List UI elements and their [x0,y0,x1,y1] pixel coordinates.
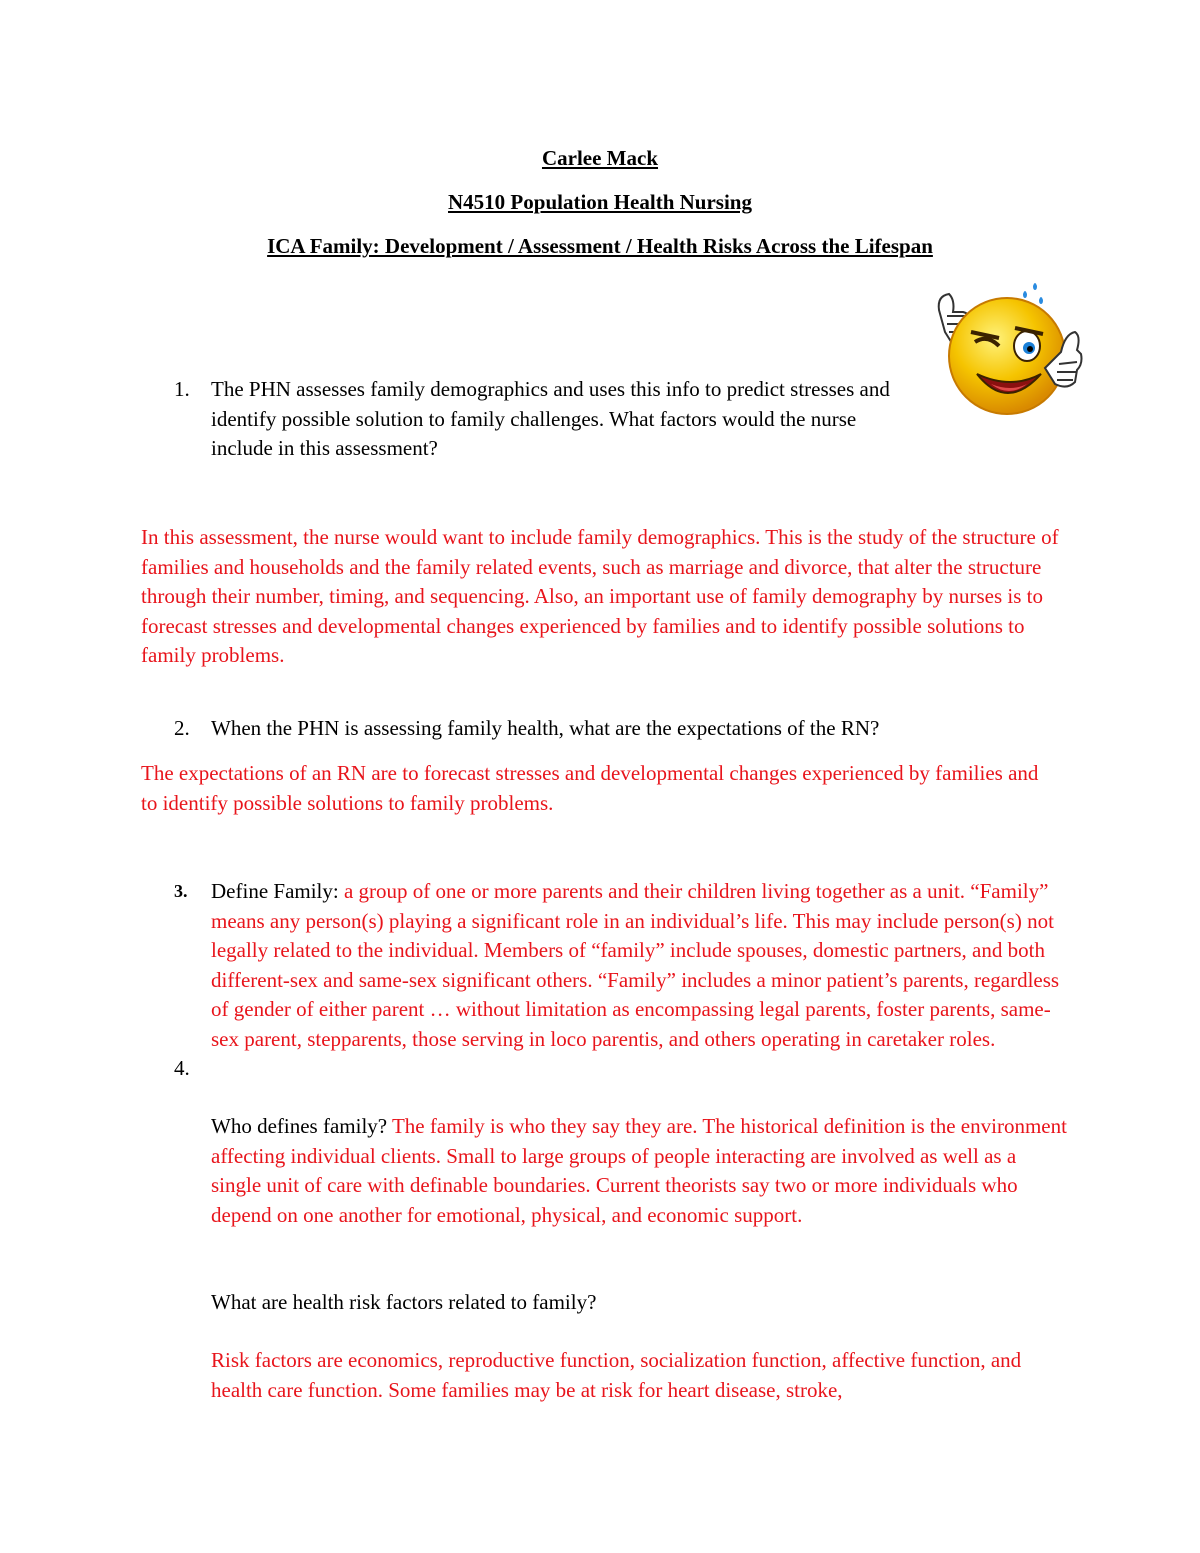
author-name: Carlee Mack [541,146,659,170]
answer-3-text: a group of one or more parents and their children living together as a unit. “Family” means any person(s) playing a significant role in an individual’s life. This may include person(s) not legally related to the individual. Members of “family” include spouses, domestic partners, and both different-sex and same-sex significant others. “Family” includes a minor patient’s parents, regardless of gender of either parent … without limitation as encompassing legal parents, foster parents, same-sex parent, stepparents, those serving in loco parentis, and others operating in caretaker roles. [211,879,1060,1051]
question-3-block [211,877,1071,1054]
question-2-number: 2. [174,716,190,740]
answer-4b-text: Risk factors are economics, reproductive function, socialization function, affective function, and health care function. Some families may be at risk for heart disease, stroke, [211,1348,1022,1402]
answer-4-text: The family is who they say they are. The historical definition is the environment affecting individual clients. Small to large groups of people interacting are involved as well as a single unit of care with definable boundaries. Current theorists say two or more individuals who depend on one another for emotional, physical, and economic support. [211,1114,1067,1227]
thumbs-up-winking-smiley-icon [925,272,1085,424]
question-1-text: The PHN assesses family demographics and uses this info to predict stresses and identify possible solution to family challenges. What factors would the nurse include in this assessment? [211,377,890,460]
answer-1-text: In this assessment, the nurse would want to include family demographics. This is the study of the structure of families and households and the family related events, such as marriage and divorce, that alter the structure through their number, timing, and sequencing. Also, an important use of family demography by nurses is to forecast stresses and developmental changes experienced by families and to identify possible solutions to family problems. [141,525,1059,667]
question-3-text: Define Family: [211,879,344,903]
answer-2-text: The expectations of an RN are to forecast stresses and developmental changes experienced by families and to identify possible solutions to family problems. [141,761,1039,815]
question-4-block [211,1112,1071,1230]
question-3-number: 3. [174,881,188,901]
assignment-title: ICA Family: Development / Assessment / Health Risks Across the Lifespan [267,234,933,258]
question-1-number: 1. [174,377,190,401]
question-4b-text: What are health risk factors related to family? [211,1290,597,1314]
question-4-text: Who defines family? [211,1114,392,1138]
course-title: N4510 Population Health Nursing [448,190,752,214]
question-2-text: When the PHN is assessing family health, what are the expectations of the RN? [211,716,880,740]
question-4-number: 4. [174,1056,190,1080]
